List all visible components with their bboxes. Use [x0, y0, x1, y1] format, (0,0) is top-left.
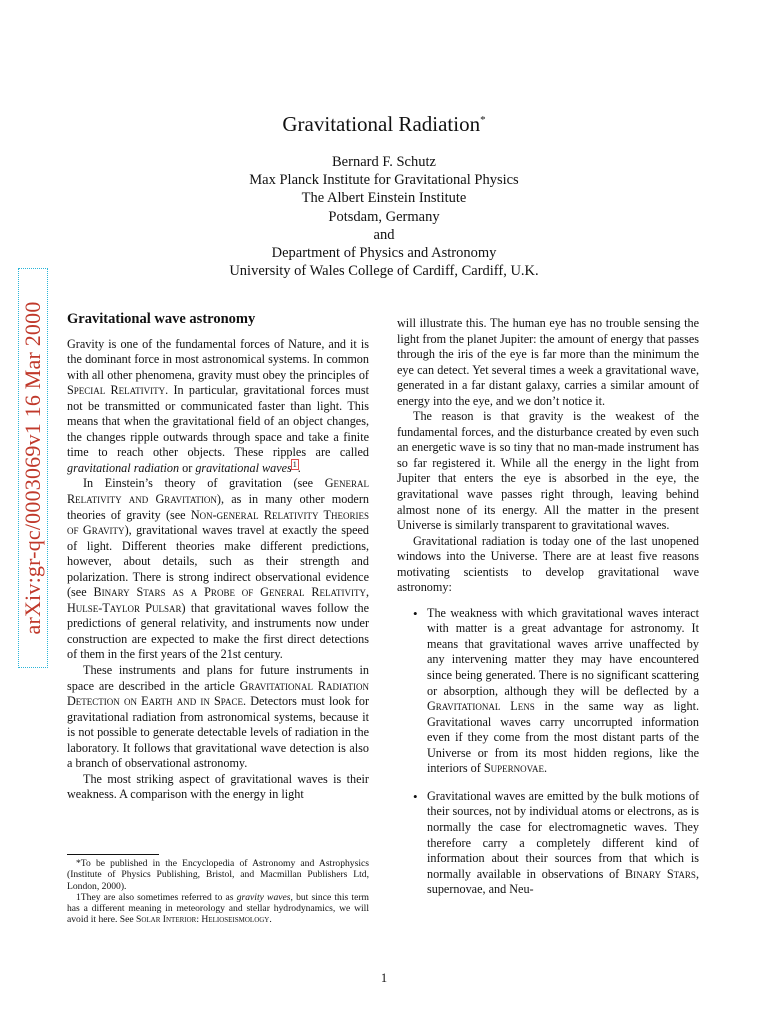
- paragraph: The most striking aspect of gravitational waves is their weakness. A comparison with the energy in light: [67, 771, 369, 802]
- text-run: Gravity is one of the fundamental forces of Nature, and it is the dominant force in most astronomical systems. In common with all other phenomena, gravity must obey the principles of: [67, 336, 369, 382]
- cross-reference: Binary Stars as a Probe of General Relativity, Hulse-Taylor Pulsar: [67, 585, 369, 615]
- reasons-list: [397, 606, 699, 898]
- right-column: [397, 316, 699, 910]
- arxiv-identifier[interactable]: arXiv:gr-qc/0003069v1 16 Mar 2000: [20, 301, 45, 635]
- text-run: . Detectors must look for gravitational radiation from astronomical systems, because it is not possible to generate detectable levels of radiation in the laboratory. It follows that gravitational wave detection is also a branch of observational astronomy.: [67, 694, 369, 771]
- text-run: .: [269, 914, 272, 926]
- text-run: In Einstein’s theory of gravitation (see: [83, 476, 325, 491]
- affiliation-line: Potsdam, Germany: [328, 208, 440, 225]
- list-item: [397, 606, 699, 777]
- text-run: , supernovae, and Neu-: [427, 866, 699, 897]
- paragraph: Gravitational radiation is today one of the last unopened windows into the Universe. There are at least five reasons motivating scientists to develop gravitational wave astronomy:: [397, 533, 699, 595]
- text-run: or: [179, 460, 196, 475]
- text-run: in the same way as light. Gravitational waves carry uncorrupted information even if they come from the most distant parts of the Universe or from its most hidden regions, like the interiors of: [427, 699, 699, 776]
- cross-reference: Special Relativity: [67, 383, 166, 398]
- text-run: . In particular, gravitational forces must not be transmitted or communicated faster than light. This means that when the gravitational field of an object changes, the changes ripple outwards through space and take a finite time to reach other objects. These ripples are called: [67, 383, 369, 460]
- paragraph: [67, 337, 369, 477]
- page-number: 1: [380, 971, 388, 985]
- paragraph: will illustrate this. The human eye has no trouble sensing the light from the planet Jupiter: the amount of energy that passes through the iris of the eye is far more than the minimum the eye can detect. Yet several times a week a gravitational wave, generated in a far distant galaxy, carries a similar amount of energy into the eye, and we don’t notice it.: [397, 316, 699, 408]
- text-run: .: [297, 460, 301, 475]
- section-heading: Gravitational wave astronomy: [67, 311, 256, 327]
- text-run: Gravitational waves are emitted by the bulk motions of their sources, not by individual atoms or electrons, as is normally the case for electromagnetic waves. They therefore carry a completely different kind of information about their sources from that which is normally available in observations of: [427, 788, 699, 881]
- paragraph: The reason is that gravity is the weakest of the fundamental forces, and the disturbance created by even such an energetic wave is so tiny that no man-made instrument has so far registered it. While all the energy in the light from Jupiter that enters the eye is absorbed in the eye, the gravitational wave passes right through, leaving behind almost none of its energy. All the matter in the present Universe is similarly transparent to gravitational waves.: [397, 409, 699, 533]
- text-run: The weakness with which gravitational waves interact with matter is a great advantage for astronomy. It means that gravitational waves arrive unaffected by any intervening matter they may have encountered since being generated. There is no significant scattering or absorption, although they will be deflected by a: [427, 605, 699, 698]
- text-run: ) that gravitational waves follow the predictions of general relativity, and instruments now under construction are expected to make the first direct detections of them in the first years of the 21st century.: [67, 600, 370, 662]
- cross-reference: General Relativity and Gravitation: [67, 476, 369, 507]
- affiliation-line: and: [373, 226, 395, 243]
- text-run: .: [544, 761, 548, 776]
- text-run: , but since this term has a different meaning in meteorology and stellar hydrodynamics, we will avoid it here. See: [67, 891, 369, 926]
- affiliation-line: The Albert Einstein Institute: [301, 190, 467, 207]
- cross-reference: Gravitational Lens: [427, 699, 535, 714]
- text-run: These instruments and plans for future instruments in space are described in the article: [67, 663, 369, 693]
- paper-title-text: Gravitational Radiation: [282, 112, 481, 136]
- affiliation-line: Department of Physics and Astronomy: [271, 245, 497, 262]
- text-run: ), as in many other modern theories of gravity (see: [67, 492, 369, 522]
- text-run: 1They are also sometimes referred to as: [76, 891, 237, 903]
- emphasis: gravity waves: [236, 891, 291, 903]
- arxiv-sidebar-stamp: [18, 268, 48, 668]
- text-run: ), gravitational waves travel at exactly the speed of light. Different theories make different predictions, however, about details, such as their strength and polarization. There is strong indirect observational evidence (see: [67, 523, 369, 600]
- author-name: Bernard F. Schutz: [332, 154, 436, 170]
- affiliation-line: Max Planck Institute for Gravitational Physics: [249, 172, 519, 189]
- footnotes: [67, 854, 369, 926]
- author-affiliation-block: [0, 153, 768, 280]
- paragraph: [67, 663, 369, 772]
- footnote-star: *To be published in the Encyclopedia of Astronomy and Astrophysics (Institute of Physics Publishing, Bristol, and Macmillan Publishers Ltd, London, 2000).: [67, 858, 369, 892]
- affiliation-line: University of Wales College of Cardiff, Cardiff, U.K.: [229, 263, 539, 280]
- cross-reference: Solar Interior: Helioseismology: [136, 914, 270, 926]
- left-column: [67, 312, 369, 803]
- paragraph: [67, 476, 369, 663]
- cross-reference: Gravitational Radiation Detection on Earth and in Space: [67, 678, 369, 709]
- footnote-1: [67, 892, 369, 926]
- paper-title: [0, 112, 768, 137]
- title-footnote-mark[interactable]: *: [480, 114, 486, 126]
- cross-reference: Non-general Relativity Theories of Gravity: [67, 507, 369, 538]
- cross-reference: Supernovae: [483, 761, 544, 776]
- emphasis: gravitational waves: [195, 460, 292, 475]
- list-item: [397, 789, 699, 898]
- footnote-link[interactable]: 1: [292, 459, 297, 469]
- emphasis: gravitational radiation: [67, 460, 180, 475]
- footnote-rule: [67, 854, 159, 855]
- cross-reference: Binary Stars: [624, 866, 696, 881]
